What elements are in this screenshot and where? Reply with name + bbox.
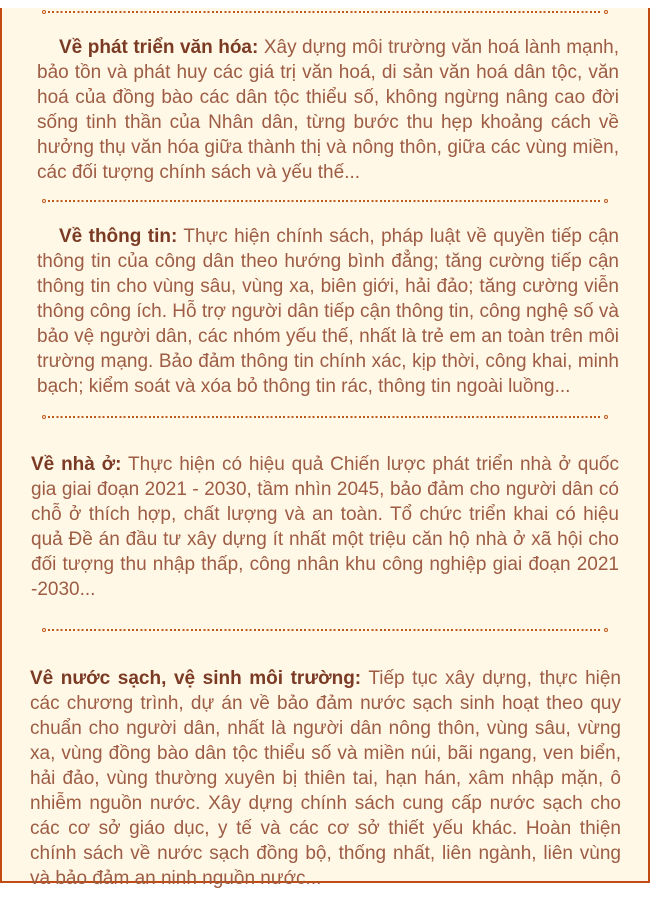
divider-ring-right-icon — [604, 415, 608, 419]
section-nuoc-sach — [30, 666, 621, 891]
divider-ring-left-icon — [42, 415, 46, 419]
divider-ring-right-icon — [604, 10, 608, 14]
content-panel — [0, 8, 650, 889]
section-divider — [42, 8, 608, 15]
divider-dotted-line — [48, 629, 602, 631]
section-divider — [42, 626, 608, 633]
section-body: Xây dựng môi trường văn hoá lành mạnh, bảo tồn và phát huy các giá trị văn hoá, di sản văn hoá dân tộc, văn hoá của đồng bào các dân tộc thiểu số, không ngừng nâng cao đời sống tinh thần của Nhân dân, từng bước thu hẹp khoảng cách về hưởng thụ văn hóa giữa thành thị và nông thôn, giữa các vùng miền, các đối tượng chính sách và yếu thế... — [37, 37, 620, 183]
section-heading: Về nhà ở: — [31, 454, 122, 475]
section-thong-tin — [37, 224, 619, 399]
divider-dotted-line — [48, 200, 602, 202]
section-heading: Về thông tin: — [59, 226, 178, 247]
divider-ring-right-icon — [604, 199, 608, 203]
section-phat-trien-van-hoa — [37, 35, 619, 185]
divider-dotted-line — [48, 11, 602, 13]
divider-ring-left-icon — [42, 199, 46, 203]
section-body: Thực hiện chính sách, pháp luật về quyền tiếp cận thông tin của công dân theo hướng bình đẳng; tăng cường tiếp cận thông tin cho vùng sâu, vùng xa, biên giới, hải đảo; tăng cường viễn thông công ích. Hỗ trợ người dân tiếp cận thông tin, công nghệ số và bảo vệ người dân, các nhóm yếu thế, nhất là trẻ em an toàn trên môi trường mạng. Bảo đảm thông tin chính xác, kịp thời, công khai, minh bạch; kiểm soát và xóa bỏ thông tin rác, thông tin ngoài luồng... — [37, 226, 620, 397]
divider-ring-left-icon — [42, 10, 46, 14]
divider-dotted-line — [48, 416, 602, 418]
section-divider — [42, 413, 608, 420]
section-heading: Vê nước sạch, vệ sinh môi trường: — [30, 668, 362, 689]
section-body: Tiếp tục xây dựng, thực hiện các chương trình, dự án về bảo đảm nước sạch sinh hoạt theo quy chuẩn cho người dân, nhất là người dân nông thôn, vùng sâu, vừng xa, vùng đồng bào dân tộc thiểu số và miền núi, bãi ngang, ven biển, hải đảo, vùng thường xuyên bị thiên tai, hạn hán, xâm nhập mặn, ô nhiễm nguồn nước. Xây dựng chính sách cung cấp nước sạch cho các cơ sở giáo dục, y tế và các cơ sở thiết yếu khác. Hoàn thiện chính sách về nước sạch đồng bộ, thống nhất, liên ngành, liên vùng và bảo đảm an ninh nguồn nước... — [30, 668, 621, 889]
section-nha-o — [31, 452, 619, 602]
divider-ring-left-icon — [42, 628, 46, 632]
divider-ring-right-icon — [604, 628, 608, 632]
section-heading: Về phát triển văn hóa: — [59, 37, 259, 58]
section-divider — [42, 197, 608, 204]
section-body: Thực hiện có hiệu quả Chiến lược phát triển nhà ở quốc gia giai đoạn 2021 - 2030, tầm nhìn 2045, bảo đảm cho người dân có chỗ ở thích hợp, chất lượng và an toàn. Tổ chức triển khai có hiệu quả Đề án đầu tư xây dựng ít nhất một triệu căn hộ nhà ở xã hội cho đối tượng thu nhập thấp, công nhân khu công nghiệp giai đoạn 2021 -2030... — [31, 454, 619, 600]
